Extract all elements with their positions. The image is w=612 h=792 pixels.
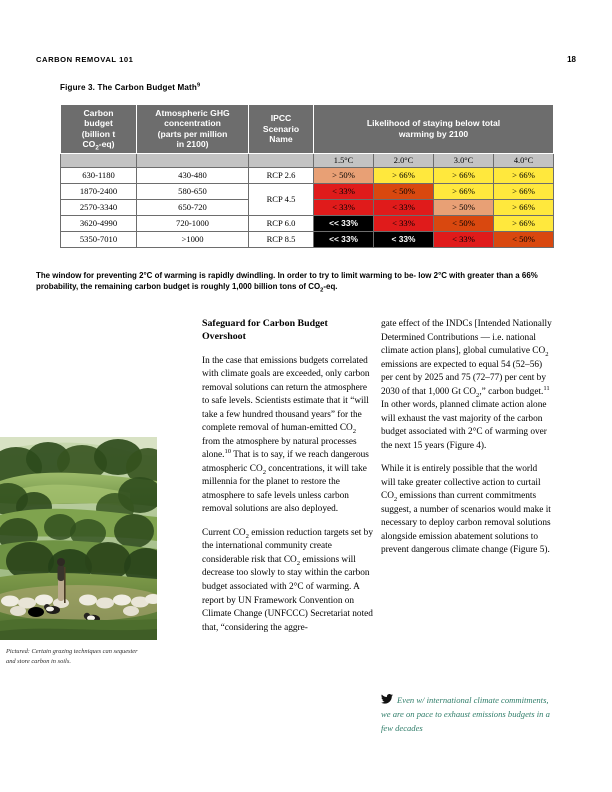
paragraph-text: That is to say, if we reach dangerous atmospheric CO — [202, 450, 369, 474]
paragraph-text: ,” carbon budget. — [479, 386, 544, 397]
subscript: 2 — [320, 287, 324, 294]
subscript: 2 — [245, 532, 249, 540]
paragraph — [202, 527, 374, 635]
threshold-3-0c: 3.0°C — [434, 153, 494, 167]
cell-ghg-concentration: 430-480 — [137, 167, 249, 183]
subscript: 2 — [476, 391, 480, 399]
cell-carbon-budget: 630-1180 — [61, 167, 137, 183]
subheader-spacer — [61, 153, 137, 167]
cell-likelihood: < 33% — [374, 215, 434, 231]
cell-likelihood: > 66% — [494, 183, 554, 199]
header-line: concentration — [164, 118, 221, 129]
section-heading: Safeguard for Carbon Budget Overshoot — [202, 318, 328, 342]
page-number: 18 — [567, 55, 576, 64]
header-line: (billion t — [81, 128, 116, 139]
paragraph-text: emission reduction targets set by the international community create considerable risk that CO — [202, 527, 373, 565]
photo-caption: Pictured: Certain grazing techniques can sequester and store carbon in soils. — [6, 648, 138, 665]
figure-caption-line: The window for preventing 2°C of warming is rapidly dwindling. In order to try to limit warming to be- — [36, 271, 417, 280]
paragraph-text: Current CO — [202, 527, 246, 538]
cell-ghg-concentration: 720-1000 — [137, 215, 249, 231]
subheader-spacer — [249, 153, 314, 167]
subscript: 2 — [262, 468, 266, 476]
cell-scenario: RCP 8.5 — [249, 231, 314, 247]
subscript: 2 — [352, 428, 357, 436]
figure-caption — [36, 270, 553, 292]
paragraph-text: from the atmosphere by natural processes alone. — [202, 436, 357, 461]
figure-title-footnote: 9 — [197, 82, 201, 89]
threshold-2-0c: 2.0°C — [374, 153, 434, 167]
cell-likelihood: > 66% — [494, 199, 554, 215]
pasture-photo — [0, 437, 157, 640]
cell-likelihood: > 50% — [314, 167, 374, 183]
cell-likelihood: > 66% — [494, 167, 554, 183]
running-head — [36, 55, 576, 64]
twitter-bird-icon — [381, 694, 393, 704]
table-row — [61, 167, 554, 183]
figure-caption-line: of CO — [298, 282, 321, 292]
threshold-1-5c: 1.5°C — [314, 153, 374, 167]
header-carbon-budget — [61, 105, 137, 154]
paragraph-text: In other words, planned climate action alone will exhaust the vast majority of the carbon budget associated with 2°C of warming over the next 15 years (Figure 4). — [381, 400, 547, 451]
header-line: in 2100) — [176, 139, 209, 150]
cell-likelihood: > 50% — [434, 199, 494, 215]
cell-likelihood: > 66% — [434, 167, 494, 183]
header-line: warming by 2100 — [398, 128, 469, 139]
cell-likelihood: < 50% — [494, 231, 554, 247]
cell-carbon-budget: 1870-2400 — [61, 183, 137, 199]
header-line: IPCC — [270, 113, 292, 124]
subheader-spacer — [137, 153, 249, 167]
pasture-photo-illustration — [0, 437, 157, 640]
header-line: budget — [84, 118, 113, 129]
cell-likelihood: > 66% — [434, 183, 494, 199]
header-line: (parts per million — [157, 128, 228, 139]
cell-carbon-budget: 3620-4990 — [61, 215, 137, 231]
subscript: 2 — [393, 496, 398, 504]
cell-scenario: RCP 4.5 — [249, 183, 314, 215]
paragraph-text: emissions are expected to equal 54 (52–56) per cent by 2025 and 75 (72–77) per cent by 2030 of that 1,000 Gt CO — [381, 359, 546, 397]
cell-likelihood: > 66% — [494, 215, 554, 231]
paragraph-text: emissions than current commitments suggest, a number of scenarios would make it necessary to deploy carbon removal solutions alongside emission abatement solutions to prevent dangerous climate change (Figure 5). — [381, 491, 551, 556]
paragraph-text: concentrations, it will take millennia for the planet to restore the atmosphere to safe levels unless carbon removal solutions are also deployed. — [202, 463, 367, 515]
header-line: Atmospheric GHG — [155, 108, 230, 118]
paragraph-text: While it is entirely possible that the world will take greater collective action to curtail CO — [381, 464, 541, 502]
cell-likelihood: < 50% — [434, 215, 494, 231]
subscript: 2 — [545, 350, 549, 358]
twitter-bird-glyph — [381, 694, 393, 704]
header-line: CO — [82, 139, 96, 150]
body-column-right — [381, 318, 553, 568]
subscript: 2 — [95, 144, 99, 152]
paragraph — [381, 463, 553, 558]
cell-scenario: RCP 2.6 — [249, 167, 314, 183]
carbon-budget-table — [60, 104, 554, 248]
cell-ghg-concentration: >1000 — [137, 231, 249, 247]
header-ipcc-scenario — [249, 105, 314, 154]
table-row — [61, 231, 554, 247]
footnote-ref: 10 — [224, 448, 232, 456]
header-likelihood — [314, 105, 554, 154]
cell-likelihood: < 33% — [314, 183, 374, 199]
cell-likelihood: < 50% — [374, 183, 434, 199]
tweet-text: Even w/ international climate commitments, we are on pace to exhaust emissions budgets in a few decades — [381, 695, 550, 733]
threshold-4-0c: 4.0°C — [494, 153, 554, 167]
paragraph-text: gate effect of the INDCs [Intended Nationally Determined Contributions — i.e. national climate action plans], global cumulative CO — [381, 319, 552, 357]
table-header-row — [61, 105, 554, 154]
paragraph — [381, 318, 553, 453]
cell-scenario: RCP 6.0 — [249, 215, 314, 231]
cell-likelihood: << 33% — [314, 231, 374, 247]
header-line: Likelihood of staying below total — [366, 118, 501, 129]
cell-likelihood: < 33% — [314, 199, 374, 215]
table-row — [61, 183, 554, 199]
table-subheader-row — [61, 153, 554, 167]
cell-likelihood: < 33% — [434, 231, 494, 247]
tweet-callout — [381, 694, 556, 736]
header-line: -eq) — [98, 139, 115, 150]
cell-likelihood: < 33% — [374, 231, 434, 247]
paragraph — [202, 355, 374, 517]
figure-caption-line: -eq. — [323, 282, 338, 292]
figure-title-text: Figure 3. The Carbon Budget Math — [60, 83, 197, 92]
header-line: Carbon — [83, 108, 114, 118]
cell-ghg-concentration: 650-720 — [137, 199, 249, 215]
header-ghg-concentration — [137, 105, 249, 154]
header-line: Name — [269, 133, 293, 144]
running-head-title: CARBON REMOVAL 101 — [36, 55, 134, 64]
table-row — [61, 215, 554, 231]
cell-likelihood: < 33% — [374, 199, 434, 215]
cell-ghg-concentration: 580-650 — [137, 183, 249, 199]
figure-caption-line: low 2°C with greater than a 66% probability, the remaining carbon budget is roughly 1,000 billion tons — [36, 271, 538, 292]
cell-likelihood: > 66% — [374, 167, 434, 183]
paragraph-text: emissions will decrease too slowly to stay within the carbon budget associated with 2°C of warming. A report by UN Framework Convention on Climate Change (UNFCCC) Secretariat noted that, “considering the aggre- — [202, 554, 373, 633]
paragraph-text: In the case that emissions budgets correlated with climate goals are exceeded, only carbon removal solutions can return the atmosphere to safe levels. Scientists estimate that it “will take a few hundred thousand years” for the complete removal of human-emitted CO — [202, 355, 370, 434]
cell-carbon-budget: 2570-3340 — [61, 199, 137, 215]
subscript: 2 — [296, 559, 301, 567]
cell-carbon-budget: 5350-7010 — [61, 231, 137, 247]
figure-title — [60, 83, 200, 92]
cell-likelihood: << 33% — [314, 215, 374, 231]
header-line: Scenario — [262, 123, 300, 134]
body-column-left — [202, 318, 374, 635]
footnote-ref: 11 — [543, 384, 550, 392]
